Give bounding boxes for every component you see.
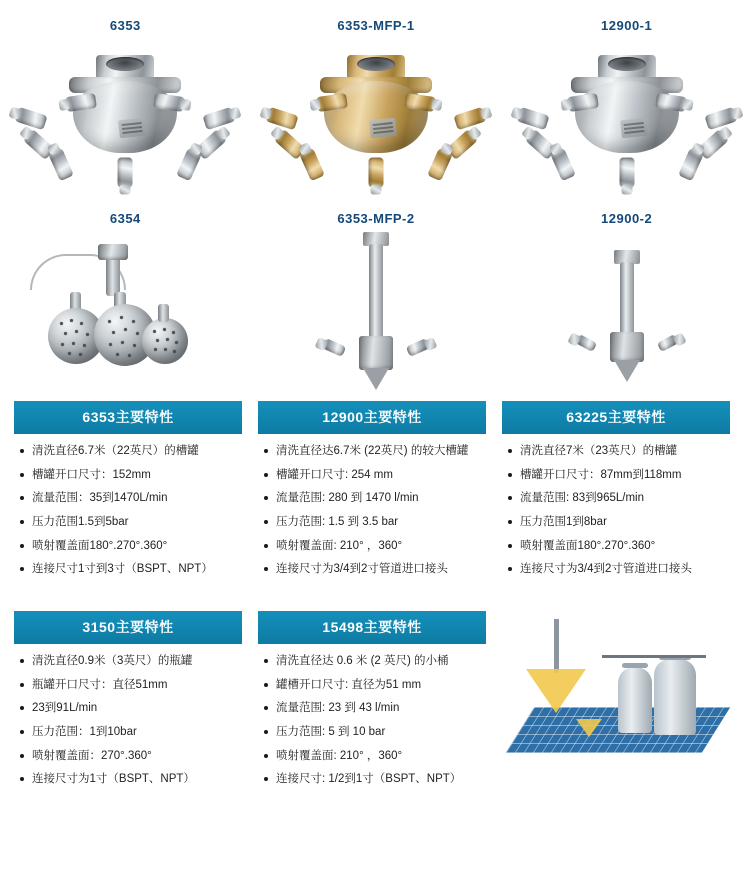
feature-card-12900 [258, 401, 486, 585]
list-item: 压力范围1.5到5bar [18, 514, 242, 531]
feature-card-title: 63225主要特性 [502, 401, 730, 434]
product-title: 12900-1 [601, 18, 653, 33]
section-spacer [14, 585, 738, 611]
product-cell-6353-mfp-1[interactable] [251, 0, 502, 203]
feature-card-63225 [502, 401, 730, 585]
product-title: 6353-MFP-2 [337, 211, 415, 226]
list-item: 槽罐开口尺寸：87mm到118mm [506, 467, 730, 484]
feature-card-title: 15498主要特性 [258, 611, 486, 644]
list-item: 连接尺寸为3/4到2寸管道进口接头 [506, 561, 730, 578]
feature-sections [0, 401, 752, 795]
feature-list [258, 653, 486, 788]
diagram-tank-small [618, 667, 652, 733]
feature-card-title: 3150主要特性 [14, 611, 242, 644]
list-item: 瓶罐开口尺寸：直径51mm [18, 677, 242, 694]
product-cell-6353-mfp-2[interactable] [251, 203, 502, 401]
diagram-spray-fan-large [526, 669, 586, 713]
product-title: 12900-2 [601, 211, 653, 226]
list-item: 清洗直径达6.7米 (22英尺) 的较大槽罐 [262, 443, 486, 460]
product-title: 6353 [109, 18, 141, 33]
product-row [0, 203, 752, 401]
feature-row [14, 611, 738, 795]
feature-list [14, 443, 242, 578]
product-cell-6354[interactable] [0, 203, 251, 401]
product-cell-12900-2[interactable] [501, 203, 752, 401]
list-item: 压力范围1到8bar [506, 514, 730, 531]
list-item: 流量范围: 280 到 1470 l/min [262, 490, 486, 507]
list-item: 流量范围：35到1470L/min [18, 490, 242, 507]
spray-lance-short-icon [512, 226, 742, 401]
rotating-spray-head-stainless-icon [10, 33, 240, 203]
list-item: 槽罐开口尺寸: 254 mm [262, 467, 486, 484]
list-item: 压力范围: 5 到 10 bar [262, 724, 486, 741]
product-gallery [0, 0, 752, 401]
diagram-tank-lid [622, 663, 648, 668]
list-item: 喷射覆盖面180°.270°.360° [18, 538, 242, 555]
rotating-spray-head-multi-nozzle-icon [512, 33, 742, 203]
list-item: 连接尺寸为3/4到2寸管道进口接头 [262, 561, 486, 578]
spray-lance-long-icon [261, 226, 491, 401]
list-item: 清洗直径0.9米（3英尺）的瓶罐 [18, 653, 242, 670]
list-item: 连接尺寸1寸到3寸（BSPT、NPT） [18, 561, 242, 578]
product-title: 6353-MFP-1 [337, 18, 415, 33]
list-item: 喷射覆盖面180°.270°.360° [506, 538, 730, 555]
diagram-spray-fan-small [576, 719, 602, 737]
list-item: 清洗直径6.7米（22英尺）的槽罐 [18, 443, 242, 460]
list-item: 连接尺寸: 1/2到1寸（BSPT、NPT） [262, 771, 486, 788]
list-item: 槽罐开口尺寸：152mm [18, 467, 242, 484]
diagram-overhead-rail [602, 655, 706, 658]
product-title: 6354 [109, 211, 141, 226]
list-item: 23到91L/min [18, 700, 242, 717]
illustration-card [502, 611, 730, 795]
feature-card-15498 [258, 611, 486, 795]
feature-row [14, 401, 738, 585]
feature-card-title: 6353主要特性 [14, 401, 242, 434]
list-item: 压力范围: 1.5 到 3.5 bar [262, 514, 486, 531]
list-item: 流量范围: 23 到 43 l/min [262, 700, 486, 717]
rotating-spray-head-brass-icon [261, 33, 491, 203]
product-cell-12900-1[interactable] [501, 0, 752, 203]
list-item: 清洗直径达 0.6 米 (2 英尺) 的小桶 [262, 653, 486, 670]
feature-list [258, 443, 486, 578]
diagram-supply-pipe [554, 619, 559, 673]
list-item: 喷射覆盖面: 210° ，360° [262, 538, 486, 555]
feature-list [14, 653, 242, 788]
feature-list [502, 443, 730, 578]
list-item: 清洗直径7米（23英尺）的槽罐 [506, 443, 730, 460]
list-item: 连接尺寸为1寸（BSPT、NPT） [18, 771, 242, 788]
diagram-tank-large [654, 659, 696, 735]
feature-card-6353 [14, 401, 242, 585]
product-cell-6353[interactable] [0, 0, 251, 203]
spray-ball-assembly-icon [10, 226, 240, 401]
list-item: 流量范围: 83到965L/min [506, 490, 730, 507]
tank-cleaning-application-diagram [502, 615, 730, 765]
feature-card-3150 [14, 611, 242, 795]
list-item: 罐槽开口尺寸: 直径为51 mm [262, 677, 486, 694]
list-item: 喷射覆盖面：270°.360° [18, 748, 242, 765]
product-row [0, 0, 752, 203]
feature-card-title: 12900主要特性 [258, 401, 486, 434]
list-item: 喷射覆盖面: 210° ，360° [262, 748, 486, 765]
list-item: 压力范围：1到10bar [18, 724, 242, 741]
